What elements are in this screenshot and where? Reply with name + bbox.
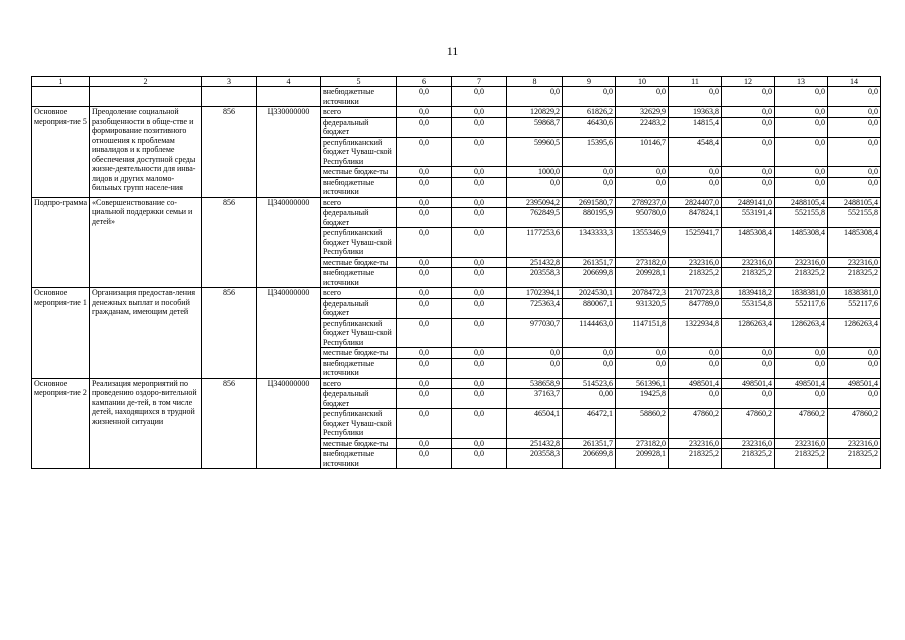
table-cell: 218325,2 <box>775 268 828 288</box>
table-cell: 273182,0 <box>616 257 669 268</box>
table-cell: 15395,6 <box>563 137 616 167</box>
table-cell: 0,0 <box>397 318 452 348</box>
table-cell: 0,0 <box>397 378 452 389</box>
table-cell: 0,0 <box>507 348 563 359</box>
table-cell: 32629,9 <box>616 107 669 118</box>
table-cell: 46430,6 <box>563 117 616 137</box>
table-cell: 1144463,0 <box>563 318 616 348</box>
table-cell: 498501,4 <box>828 378 881 389</box>
table-cell: 0,0 <box>616 358 669 378</box>
table-cell: 0,0 <box>397 228 452 258</box>
table-cell: 0,0 <box>452 228 507 258</box>
table-cell: 0,0 <box>775 167 828 178</box>
funding-source: внебюджетные источники <box>321 87 397 107</box>
table-cell: 0,0 <box>397 358 452 378</box>
table-cell: 0,0 <box>563 358 616 378</box>
table-cell: 725363,4 <box>507 298 563 318</box>
table-cell: 498501,4 <box>775 378 828 389</box>
table-cell: 0,0 <box>397 438 452 449</box>
table-cell: 1286263,4 <box>722 318 775 348</box>
table-cell: 19363,8 <box>669 107 722 118</box>
table-cell: 1525941,7 <box>669 228 722 258</box>
table-cell: 2489141,0 <box>722 197 775 208</box>
table-cell: 232316,0 <box>775 257 828 268</box>
table-cell: 0,0 <box>775 358 828 378</box>
table-cell: 209928,1 <box>616 449 669 469</box>
table-cell: 0,0 <box>722 167 775 178</box>
table-cell: 498501,4 <box>669 378 722 389</box>
table-cell: 0,0 <box>775 107 828 118</box>
table-cell: 0,0 <box>775 177 828 197</box>
table-cell: 0,0 <box>452 117 507 137</box>
table-cell: 2024530,1 <box>563 288 616 299</box>
table-cell: 0,0 <box>828 167 881 178</box>
table-cell: 0,0 <box>397 409 452 439</box>
column-number: 11 <box>669 77 722 87</box>
table-cell: 232316,0 <box>722 438 775 449</box>
table-cell: 0,0 <box>507 177 563 197</box>
table-cell: 218325,2 <box>828 268 881 288</box>
table-cell: 0,0 <box>828 177 881 197</box>
table-cell: 0,0 <box>397 87 452 107</box>
column-number: 7 <box>452 77 507 87</box>
funding-source: местные бюдже-ты <box>321 167 397 178</box>
table-cell: 4548,4 <box>669 137 722 167</box>
table-cell: 0,0 <box>722 389 775 409</box>
table-cell: 1355346,9 <box>616 228 669 258</box>
funding-source: федеральный бюджет <box>321 298 397 318</box>
program-name: Преодоление социальной разобщенности в обще-стве и формирование позитивного отношения к проблемам инвалидов и к проблеме обеспечения доступной среды жизне-деятельности для инва-лидов и других маломо-бильных групп населе-ния <box>90 107 202 198</box>
table-cell: 2691580,7 <box>563 197 616 208</box>
table-cell: 206699,8 <box>563 268 616 288</box>
table-cell: 0,0 <box>775 117 828 137</box>
column-number: 9 <box>563 77 616 87</box>
table-cell: 0,0 <box>616 348 669 359</box>
table-cell: 552155,8 <box>775 208 828 228</box>
table-cell: 0,0 <box>828 87 881 107</box>
program-type: Подпро-грамма <box>32 197 90 288</box>
table-cell: 0,0 <box>722 137 775 167</box>
table-cell: 0,0 <box>397 107 452 118</box>
table-cell: 0,0 <box>616 87 669 107</box>
table-row <box>32 107 881 118</box>
table-cell: 0,0 <box>397 117 452 137</box>
table-cell: 59960,5 <box>507 137 563 167</box>
table-cell: 14815,4 <box>669 117 722 137</box>
table-cell: 931320,5 <box>616 298 669 318</box>
table-cell: 0,0 <box>669 358 722 378</box>
grbs-code: 856 <box>202 107 257 198</box>
table-cell: 0,0 <box>563 177 616 197</box>
column-number: 13 <box>775 77 828 87</box>
table-cell: 0,0 <box>669 167 722 178</box>
table-cell: 261351,7 <box>563 438 616 449</box>
budget-table <box>31 76 881 469</box>
table-cell: 2078472,3 <box>616 288 669 299</box>
column-number: 12 <box>722 77 775 87</box>
table-cell: 0,0 <box>397 389 452 409</box>
table-cell: 0,0 <box>397 208 452 228</box>
table-cell: 880195,9 <box>563 208 616 228</box>
table-cell: 0,0 <box>397 288 452 299</box>
table-cell: 0,0 <box>452 208 507 228</box>
table-cell: 0,0 <box>669 87 722 107</box>
table-cell: 553191,4 <box>722 208 775 228</box>
table-cell: 0,0 <box>828 117 881 137</box>
table-cell: 0,0 <box>452 358 507 378</box>
table-cell: 0,0 <box>828 358 881 378</box>
table-cell: 0,0 <box>722 358 775 378</box>
program-name: Реализация мероприятий по проведению оздоро-вительной кампании де-тей, в том числе детей, находящихся в трудной жизненной ситуации <box>90 378 202 469</box>
table-cell: 1839418,2 <box>722 288 775 299</box>
table-cell: 0,0 <box>452 288 507 299</box>
column-number: 14 <box>828 77 881 87</box>
table-cell: 2789237,0 <box>616 197 669 208</box>
program-type: Основное мероприя-тие 1 <box>32 288 90 379</box>
table-body <box>32 87 881 469</box>
table-cell: 47860,2 <box>775 409 828 439</box>
funding-source: федеральный бюджет <box>321 389 397 409</box>
table-cell: 552155,8 <box>828 208 881 228</box>
table-cell: 0,0 <box>397 298 452 318</box>
table-cell: 0,0 <box>452 268 507 288</box>
table-cell: 232316,0 <box>828 257 881 268</box>
table-cell: 251432,8 <box>507 257 563 268</box>
table-cell: 553154,8 <box>722 298 775 318</box>
table-cell: 19425,8 <box>616 389 669 409</box>
table-cell: 0,0 <box>397 167 452 178</box>
table-cell: 0,0 <box>507 358 563 378</box>
table-cell: 0,0 <box>775 87 828 107</box>
table-cell: 218325,2 <box>722 449 775 469</box>
table-cell: 0,0 <box>397 449 452 469</box>
table-cell: 0,0 <box>828 107 881 118</box>
table-cell: 1485308,4 <box>828 228 881 258</box>
table-cell: 218325,2 <box>775 449 828 469</box>
funding-source: внебюджетные источники <box>321 268 397 288</box>
table-cell: 847824,1 <box>669 208 722 228</box>
funding-source: местные бюдже-ты <box>321 438 397 449</box>
table-cell: 0,0 <box>397 197 452 208</box>
column-number: 10 <box>616 77 669 87</box>
table-cell: 261351,7 <box>563 257 616 268</box>
grbs-code: 856 <box>202 197 257 288</box>
grbs-code: 856 <box>202 288 257 379</box>
table-cell: 0,0 <box>452 409 507 439</box>
funding-source: внебюджетные источники <box>321 358 397 378</box>
column-number: 8 <box>507 77 563 87</box>
table-cell: 2395094,2 <box>507 197 563 208</box>
column-number: 1 <box>32 77 90 87</box>
table-cell: 58860,2 <box>616 409 669 439</box>
table-cell: 0,0 <box>722 117 775 137</box>
program-name: Организация предостав-ления денежных выплат и пособий гражданам, имеющим детей <box>90 288 202 379</box>
funding-source: всего <box>321 197 397 208</box>
funding-source: местные бюдже-ты <box>321 257 397 268</box>
table-cell: 0,0 <box>452 438 507 449</box>
table-cell: 206699,8 <box>563 449 616 469</box>
table-cell: 0,00 <box>563 389 616 409</box>
table-cell: 61826,2 <box>563 107 616 118</box>
funding-source: всего <box>321 288 397 299</box>
table-cell: 232316,0 <box>722 257 775 268</box>
table-cell: 0,0 <box>507 87 563 107</box>
column-number: 4 <box>257 77 321 87</box>
table-cell: 0,0 <box>563 167 616 178</box>
table-cell: 514523,6 <box>563 378 616 389</box>
table-cell: 10146,7 <box>616 137 669 167</box>
funding-source: республиканский бюджет Чуваш-ской Республики <box>321 137 397 167</box>
funding-source: федеральный бюджет <box>321 117 397 137</box>
table-cell: 2488105,4 <box>775 197 828 208</box>
table-cell: 977030,7 <box>507 318 563 348</box>
table-cell: 0,0 <box>397 257 452 268</box>
table-cell: 0,0 <box>722 348 775 359</box>
table-cell: 232316,0 <box>828 438 881 449</box>
table-cell: 203558,3 <box>507 268 563 288</box>
table-cell: 1147151,8 <box>616 318 669 348</box>
table-cell: 0,0 <box>452 257 507 268</box>
table-cell: 251432,8 <box>507 438 563 449</box>
table-cell: 1485308,4 <box>722 228 775 258</box>
table-cell: 0,0 <box>775 137 828 167</box>
funding-source: республиканский бюджет Чуваш-ской Республики <box>321 228 397 258</box>
column-number-row <box>32 77 881 87</box>
column-number: 3 <box>202 77 257 87</box>
table-cell: 0,0 <box>452 87 507 107</box>
table-cell: 950780,0 <box>616 208 669 228</box>
table-cell: 1322934,8 <box>669 318 722 348</box>
funding-source: всего <box>321 107 397 118</box>
table-cell: 1343333,3 <box>563 228 616 258</box>
funding-source: всего <box>321 378 397 389</box>
table-cell: 22483,2 <box>616 117 669 137</box>
table-cell: 0,0 <box>828 348 881 359</box>
table-cell: 552117,6 <box>775 298 828 318</box>
table-cell: 1838381,0 <box>828 288 881 299</box>
table-cell: 0,0 <box>452 137 507 167</box>
table-cell: 1000,0 <box>507 167 563 178</box>
table-cell: 218325,2 <box>722 268 775 288</box>
program-type: Основное мероприя-тие 5 <box>32 107 90 198</box>
table-cell: 0,0 <box>669 348 722 359</box>
table-cell: 47860,2 <box>669 409 722 439</box>
target-code: Ц340000000 <box>257 288 321 379</box>
table-row <box>32 87 881 107</box>
target-code: Ц340000000 <box>257 197 321 288</box>
table-cell: 59868,7 <box>507 117 563 137</box>
table-cell: 0,0 <box>722 177 775 197</box>
program-name: «Совершенствование со-циальной поддержки семьи и детей» <box>90 197 202 288</box>
table-cell: 0,0 <box>452 298 507 318</box>
table-row <box>32 197 881 208</box>
table-cell: 37163,7 <box>507 389 563 409</box>
funding-source: внебюджетные источники <box>321 449 397 469</box>
table-cell: 232316,0 <box>669 257 722 268</box>
table-cell: 0,0 <box>452 348 507 359</box>
table-cell: 218325,2 <box>828 449 881 469</box>
table-cell: 0,0 <box>775 389 828 409</box>
column-number: 5 <box>321 77 397 87</box>
table-cell: 498501,4 <box>722 378 775 389</box>
table-cell: 0,0 <box>452 197 507 208</box>
table-cell: 0,0 <box>828 389 881 409</box>
funding-source: республиканский бюджет Чуваш-ской Республики <box>321 409 397 439</box>
table-cell: 1286263,4 <box>775 318 828 348</box>
table-cell: 0,0 <box>616 177 669 197</box>
table-cell: 120829,2 <box>507 107 563 118</box>
table-cell: 46472,1 <box>563 409 616 439</box>
table-cell: 0,0 <box>722 87 775 107</box>
table-cell: 232316,0 <box>775 438 828 449</box>
table-cell: 1286263,4 <box>828 318 881 348</box>
table-row <box>32 288 881 299</box>
table-cell: 0,0 <box>452 107 507 118</box>
table-cell: 218325,2 <box>669 449 722 469</box>
table-cell: 1177253,6 <box>507 228 563 258</box>
table-cell: 232316,0 <box>669 438 722 449</box>
table-cell: 0,0 <box>828 137 881 167</box>
table-cell: 0,0 <box>452 389 507 409</box>
table-cell: 0,0 <box>616 167 669 178</box>
table-row <box>32 378 881 389</box>
table-cell: 1485308,4 <box>775 228 828 258</box>
table-cell: 0,0 <box>563 87 616 107</box>
table-cell: 273182,0 <box>616 438 669 449</box>
table-cell: 0,0 <box>563 348 616 359</box>
table-cell: 0,0 <box>397 268 452 288</box>
table-cell: 46504,1 <box>507 409 563 439</box>
table-cell: 2488105,4 <box>828 197 881 208</box>
table-cell: 880067,1 <box>563 298 616 318</box>
table-cell: 203558,3 <box>507 449 563 469</box>
table-cell: 762849,5 <box>507 208 563 228</box>
table-cell: 2824407,0 <box>669 197 722 208</box>
table-cell: 0,0 <box>452 318 507 348</box>
table-cell: 0,0 <box>452 167 507 178</box>
table-cell: 0,0 <box>397 177 452 197</box>
table-cell: 2170723,8 <box>669 288 722 299</box>
table-cell: 0,0 <box>669 389 722 409</box>
table-cell: 0,0 <box>452 177 507 197</box>
table-cell: 47860,2 <box>828 409 881 439</box>
table-cell: 218325,2 <box>669 268 722 288</box>
table-cell: 209928,1 <box>616 268 669 288</box>
column-number: 6 <box>397 77 452 87</box>
target-code: Ц340000000 <box>257 378 321 469</box>
table-cell: 0,0 <box>452 449 507 469</box>
table-cell: 0,0 <box>775 348 828 359</box>
target-code: Ц330000000 <box>257 107 321 198</box>
funding-source: республиканский бюджет Чуваш-ской Республики <box>321 318 397 348</box>
page-number: 11 <box>446 44 459 58</box>
table-cell: 47860,2 <box>722 409 775 439</box>
program-type: Основное мероприя-тие 2 <box>32 378 90 469</box>
table-cell: 847789,0 <box>669 298 722 318</box>
funding-source: федеральный бюджет <box>321 208 397 228</box>
funding-source: внебюджетные источники <box>321 177 397 197</box>
table-cell: 538658,9 <box>507 378 563 389</box>
table-cell: 0,0 <box>397 137 452 167</box>
table-cell: 0,0 <box>669 177 722 197</box>
table-cell: 0,0 <box>452 378 507 389</box>
table-cell: 1702394,1 <box>507 288 563 299</box>
table-cell: 552117,6 <box>828 298 881 318</box>
table-cell: 561396,1 <box>616 378 669 389</box>
table-cell: 0,0 <box>722 107 775 118</box>
grbs-code: 856 <box>202 378 257 469</box>
column-number: 2 <box>90 77 202 87</box>
table-cell: 1838381,0 <box>775 288 828 299</box>
table-cell: 0,0 <box>397 348 452 359</box>
funding-source: местные бюдже-ты <box>321 348 397 359</box>
